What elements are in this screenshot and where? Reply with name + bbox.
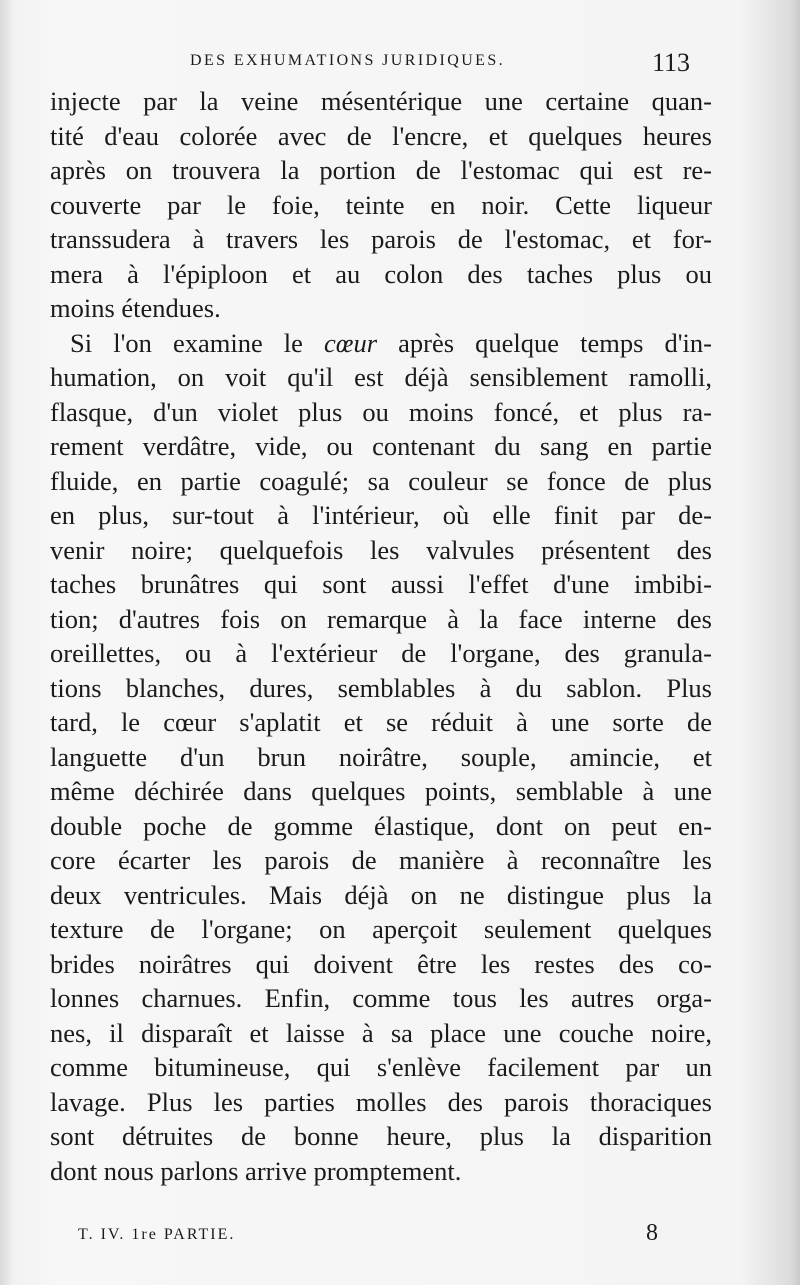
text-line: mera à l'épiploon et au colon des taches plus ou <box>50 258 712 289</box>
sheet-number: 8 <box>646 1220 658 1246</box>
text-line: moins étendues. <box>50 293 221 323</box>
text-line: tité d'eau colorée avec de l'encre, et quelques heures <box>50 120 712 151</box>
text-segment: Si l'on examine le <box>70 327 325 358</box>
text-line: taches brunâtres qui sont aussi l'effet d'une imbibi- <box>50 569 712 599</box>
text-line: deux ventricules. Mais déjà on ne distingue plus la <box>50 879 712 910</box>
text-line: en plus, sur-tout à l'intérieur, où elle finit par de- <box>50 500 712 530</box>
text-line: tions blanches, dures, semblables à du sablon. Plus <box>50 672 712 703</box>
running-title: DES EXHUMATIONS JURIDIQUES. <box>190 52 506 69</box>
italic-word: cœur <box>324 327 378 358</box>
text-line: nes, il disparaît et laisse à sa place une couche noire, <box>50 1017 712 1048</box>
page-number: 113 <box>651 48 690 77</box>
signature-mark: T. IV. 1re PARTIE. <box>78 1226 236 1243</box>
text-line: comme bitumineuse, qui s'enlève facilement par un <box>50 1052 712 1082</box>
text-line: dont nous parlons arrive promptement. <box>50 1155 462 1186</box>
text-line: humation, on voit qu'il est déjà sensiblement ramolli, <box>50 362 712 392</box>
body-text <box>50 84 712 1188</box>
text-line: même déchirée dans quelques points, semblable à une <box>50 776 712 806</box>
text-line: languette d'un brun noirâtre, souple, amincie, et <box>50 741 712 772</box>
text-line: brides noirâtres qui doivent être les restes des co- <box>50 948 712 979</box>
text-segment: après quelque temps d'in- <box>377 327 712 358</box>
text-line: core écarter les parois de manière à reconnaître les <box>50 845 712 875</box>
text-line: lonnes charnues. Enfin, comme tous les autres orga- <box>50 983 712 1013</box>
text-line: injecte par la veine mésentérique une certaine quan- <box>50 86 712 116</box>
text-line: flasque, d'un violet plus ou moins foncé, et plus ra- <box>50 396 712 427</box>
text-line: tard, le cœur s'aplatit et se réduit à une sorte de <box>50 707 712 737</box>
page-footer <box>78 1220 658 1256</box>
text-line: venir noire; quelquefois les valvules présentent des <box>50 534 712 565</box>
text-line: couverte par le foie, teinte en noir. Cette liqueur <box>50 189 712 220</box>
text-line: tion; d'autres fois on remarque à la face interne des <box>50 603 712 634</box>
text-line: transsudera à travers les parois de l'estomac, et for- <box>50 224 712 254</box>
text-line: sont détruites de bonne heure, plus la disparition <box>50 1121 712 1151</box>
text-line: rement verdâtre, vide, ou contenant du sang en partie <box>50 431 712 461</box>
text-line: double poche de gomme élastique, dont on peut en- <box>50 810 712 841</box>
running-head <box>50 50 690 78</box>
paragraph-start-line <box>50 326 712 361</box>
text-line: oreillettes, ou à l'extérieur de l'organe, des granula- <box>50 638 712 668</box>
text-line: après on trouvera la portion de l'estomac qui est re- <box>50 155 712 185</box>
text-line: lavage. Plus les parties molles des parois thoraciques <box>50 1086 712 1117</box>
text-line: fluide, en partie coagulé; sa couleur se fonce de plus <box>50 465 712 496</box>
text-line: texture de l'organe; on aperçoit seulement quelques <box>50 914 712 944</box>
